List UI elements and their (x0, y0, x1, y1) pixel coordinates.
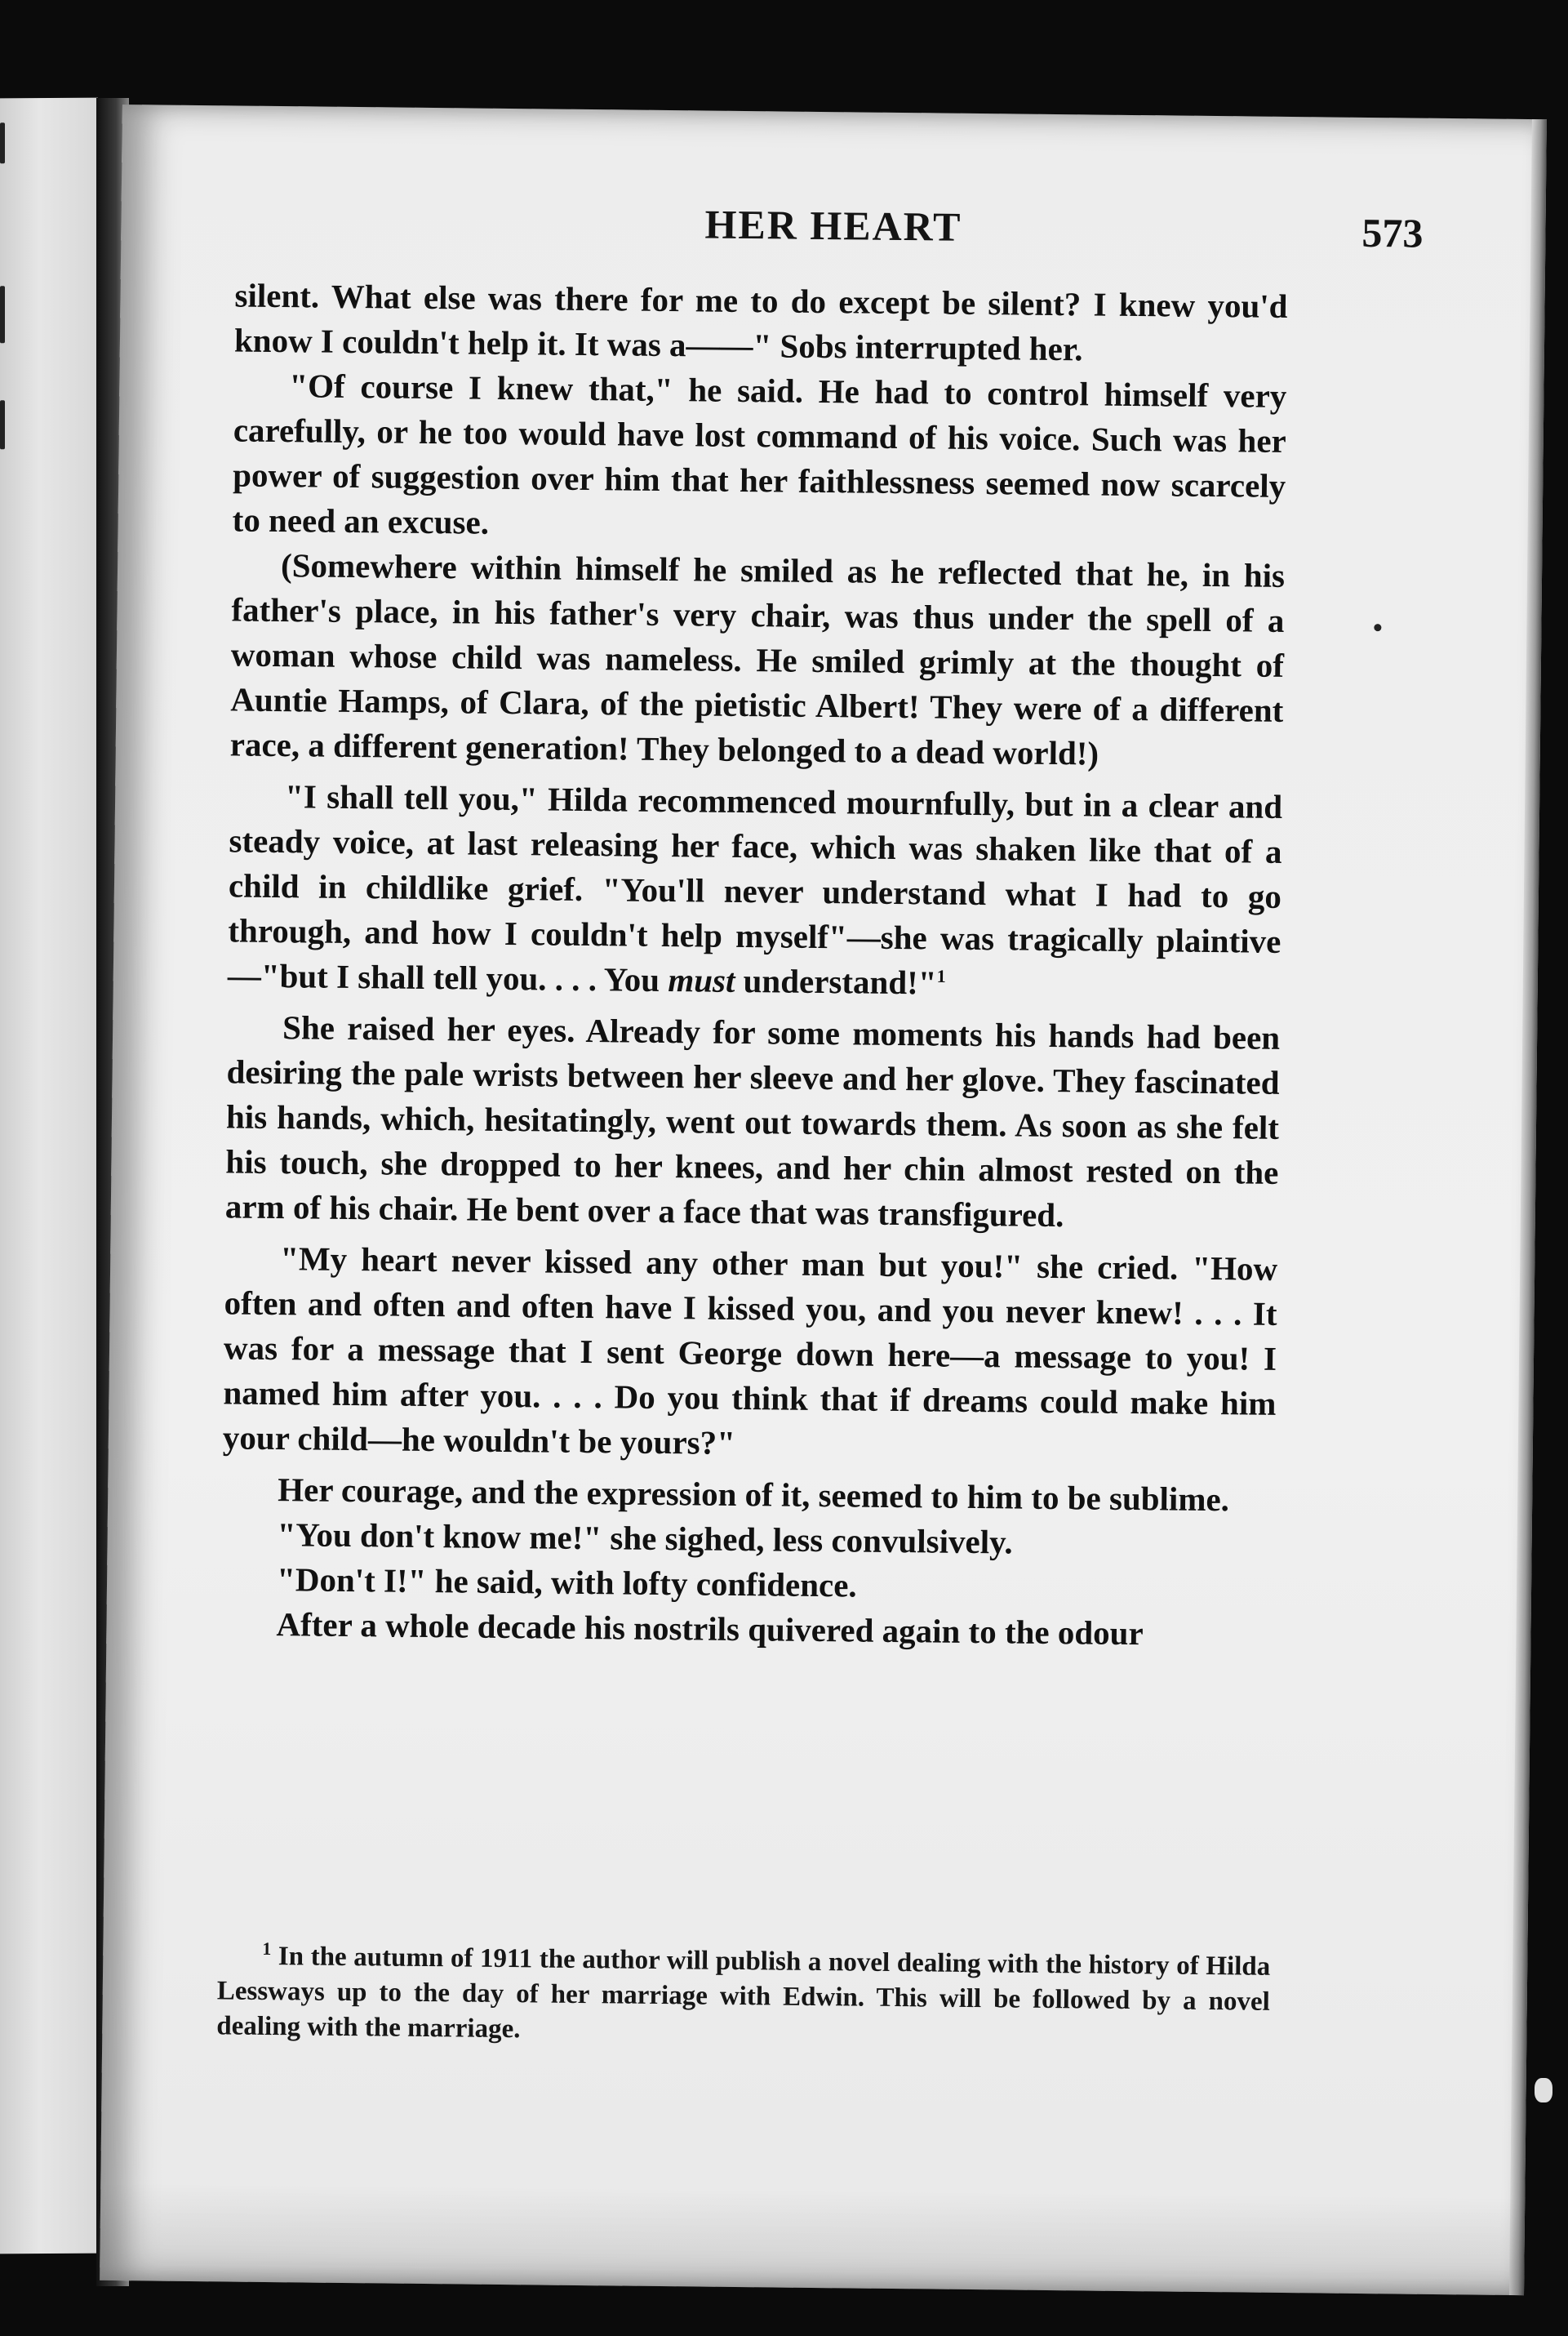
page-tear-mark (1535, 2078, 1552, 2102)
paragraph: She raised her eyes. Already for some moments his hands had been desiring the pale wrists between her sleeve and her glove. They fascinated his hands, which, hesitatingly, went out towards them. As soon as she felt his touch, she dropped to her knees, and her chin almost rested on the arm of his chair. He bent over a face that was transfigured. (224, 1008, 1281, 1235)
emphasis: must (668, 961, 735, 999)
paragraph: "Of course I knew that," he said. He had to control himself very carefully, or he too would have lost command of his voice. Such was her power of suggestion over him that her faithlessness seemed now scarcely to need an excuse. (232, 367, 1287, 541)
page-number: 573 (1361, 209, 1424, 256)
paragraph: "My heart never kissed any other man but you!" she cried. "How often and often and often have I kissed you, and you never knew! . . . It was for a message that I sent George down here—a message to you! I named him after you. . . . Do you think that if dreams could make him your child—he wouldn't be yours?" (222, 1239, 1278, 1462)
footnote-reference: 1 (936, 965, 946, 986)
print-speck (1374, 624, 1381, 631)
paragraph: silent. What else was there for me to do except be silent? I knew you'd know I couldn't help it. It was a——" Sobs interrupted her. (233, 276, 1288, 368)
footnote-text: In the autumn of 1911 the author will publish a novel dealing with the history of Hilda Lessways up to the day of her marriage with Edwin. This will be followed by a novel dealing with the marriage. (216, 1942, 1271, 2045)
body-text (220, 273, 1288, 1657)
paragraph: "I shall tell you," Hilda recommenced mournfully, but in a clear and steady voice, at last releasing her face, which was shaken like that of a child in childlike grief. "You'll never understand what I had to go through, and how I couldn't help myself"—she was tragically plaintive—"but I shall tell you. . . . You must understand!"$^1$ (227, 777, 1283, 1002)
paragraph: Her courage, and the expression of it, seemed to him to be sublime. (278, 1471, 1230, 1519)
paragraph: "You don't know me!" she sighed, less convulsively. (277, 1515, 1013, 1561)
footnote-marker: 1 (262, 1938, 272, 1960)
page-edge (1509, 119, 1547, 2295)
paragraph: (Somewhere within himself he smiled as he reflected that he, in his father's place, in his father's very chair, was thus under the spell of a woman whose child was nameless. He smiled grimly at the thought of Auntie Hamps, of Clara, of the pietistic Albert! They were of a different race, a different generation! They belonged to a dead world!) (229, 546, 1286, 772)
adjacent-page-edge (0, 98, 98, 2254)
paragraph: After a whole decade his nostrils quivered again to the odour (276, 1605, 1144, 1653)
paragraph: "Don't I!" he said, with lofty confidence. (276, 1560, 857, 1604)
book-page (100, 105, 1547, 2295)
running-head: HER HEART (704, 201, 962, 250)
footnote (216, 1938, 1270, 2055)
